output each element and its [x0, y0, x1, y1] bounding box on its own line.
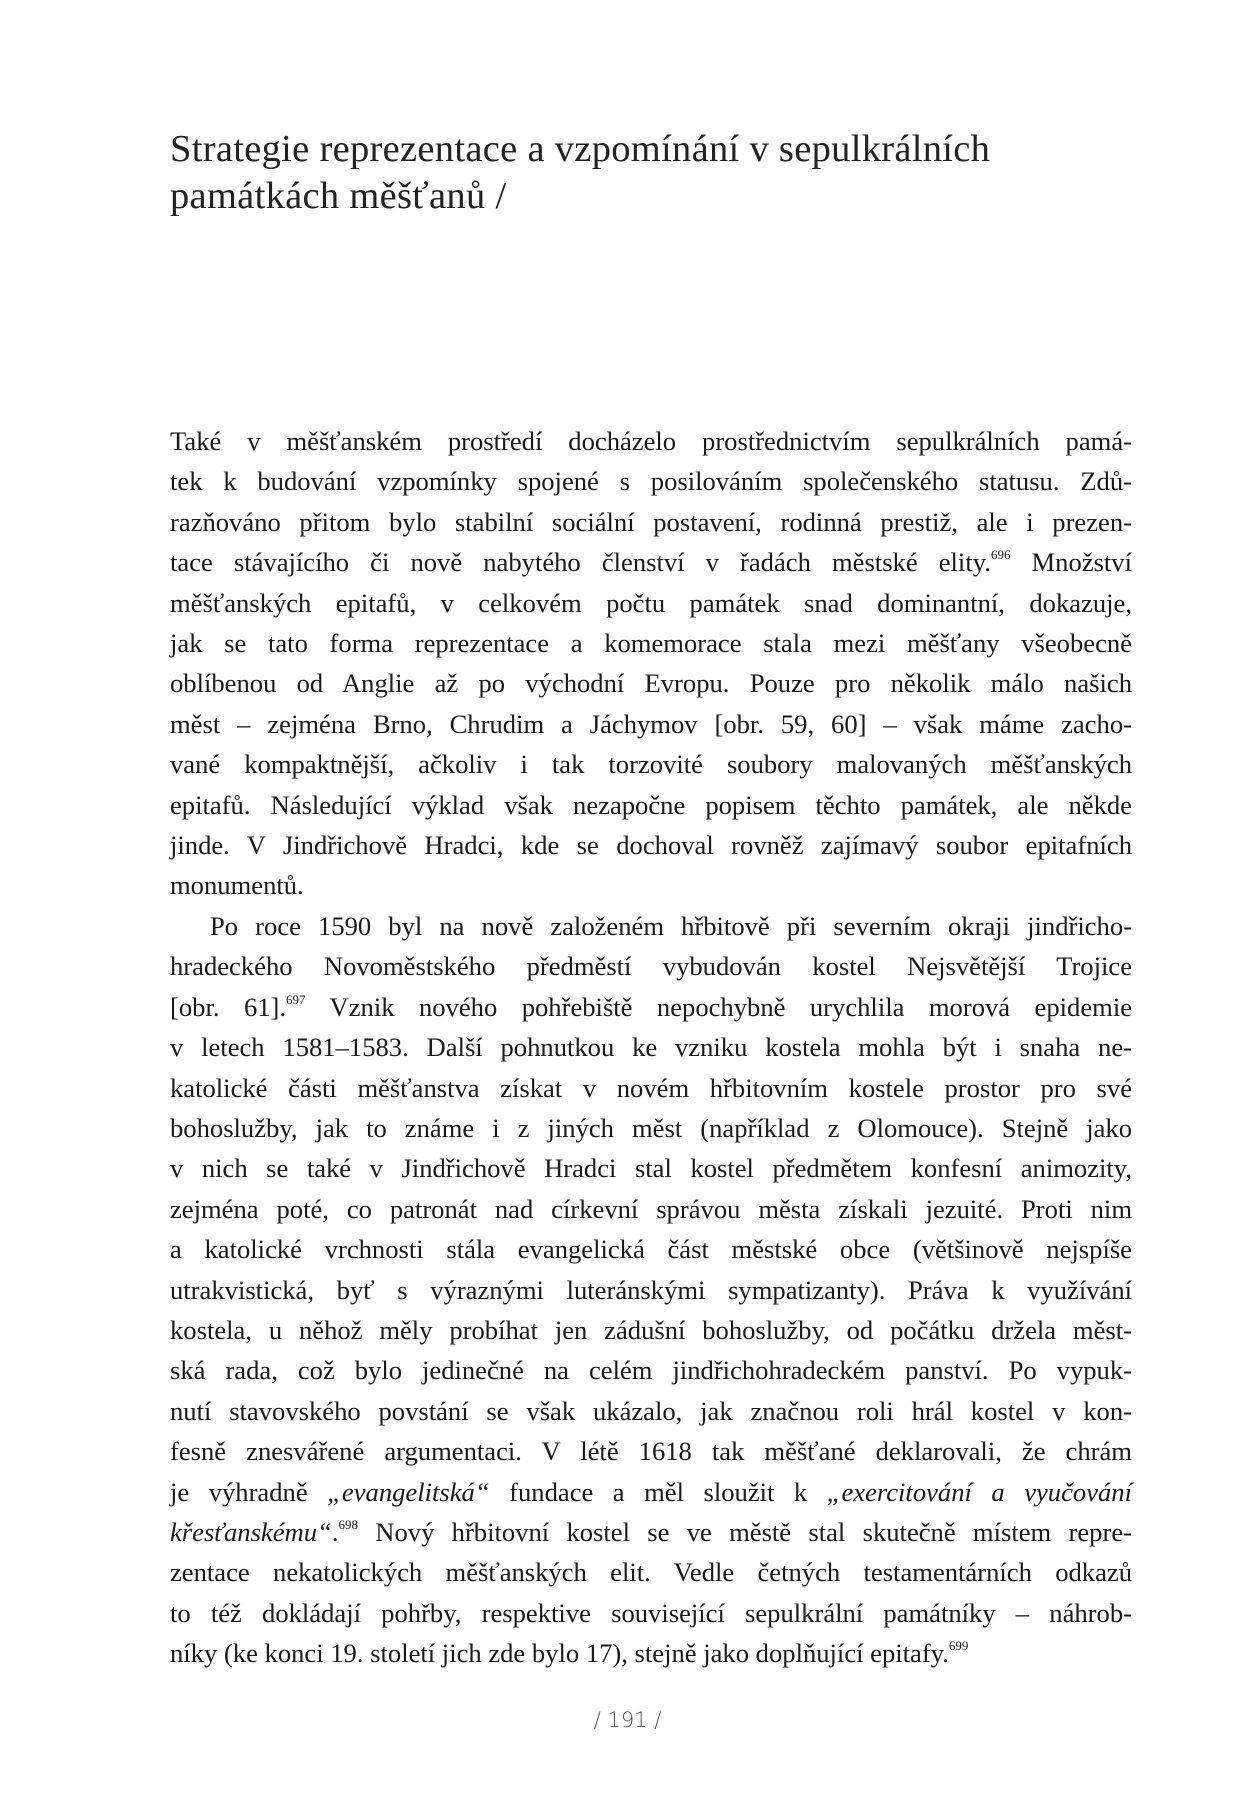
text-line: měst – zejména Brno, Chrudim a Jáchymov [obr. 59, 60] – však máme zacho-: [170, 708, 1132, 739]
text-line: monumentů.: [170, 870, 304, 901]
text-line: vané kompaktnější, ačkoliv i tak torzovité soubory malovaných měšťanských: [170, 749, 1132, 780]
text-line: hradeckého Novoměstského předměstí vybudován kostel Nejsvětější Trojice: [170, 951, 1132, 982]
text-line: zentace nekatolických měšťanských elit. Vedle četných testamentárních odkazů: [170, 1557, 1132, 1588]
text-segment: .: [331, 1516, 339, 1547]
quote-evangelitska: „evangelitská“: [327, 1476, 490, 1507]
text-line: v letech 1581–1583. Další pohnutkou ke vzniku kostela mohla být i snaha ne-: [170, 1032, 1132, 1063]
text-line: jak se tato forma reprezentace a komemorace stala mezi měšťany všeobecně: [170, 628, 1132, 659]
text-line: Také v měšťanském prostředí docházelo prostřednictvím sepulkrálních pamá-: [170, 426, 1132, 456]
text-line: epitafů. Následující výklad však nezapočne popisem těchto památek, ale někde: [170, 789, 1132, 820]
text-segment: fundace a měl sloužit k: [489, 1476, 827, 1507]
text-line: tek k budování vzpomínky spojené s posilováním společenského statusu. Zdů-: [170, 466, 1132, 497]
text-line: fesně znesvářené argumentaci. V létě 1618 tak měšťané deklarovali, že chrám: [170, 1436, 1132, 1467]
text-line: [170, 1472, 1132, 1512]
text-line: Po roce 1590 byl na nově založeném hřbitově při severním okraji jindřicho-: [210, 910, 1132, 941]
text-line: utrakvistická, byť s výraznými luteránskými sympatizanty). Práva k využívání: [170, 1274, 1132, 1305]
text-line: jinde. V Jindřichově Hradci, kde se dochoval rovněž zajímavý soubor epitafních: [170, 830, 1132, 861]
footnote-ref-698[interactable]: 698: [338, 1516, 358, 1532]
text-line: [170, 1512, 1132, 1552]
text-line: [170, 542, 1132, 582]
page-number: / 191 /: [593, 1708, 662, 1732]
text-line: zejména poté, co patronát nad církevní správou města získali jezuité. Proti nim: [170, 1193, 1132, 1224]
text-line: měšťanských epitafů, v celkovém počtu památek snad dominantní, dokazuje,: [170, 587, 1132, 618]
text-line: a katolické vrchnosti stála evangelická část městské obce (většinově nejspíše: [170, 1234, 1132, 1265]
text-line: [170, 1633, 1132, 1673]
body-text: [170, 421, 1132, 1674]
text-segment: Nový hřbitovní kostel se ve městě stal skutečně místem repre-: [357, 1516, 1132, 1547]
footnote-ref-697[interactable]: 697: [286, 991, 306, 1007]
text-segment: Vznik nového pohřebiště nepochybně urychlila morová epidemie: [305, 991, 1133, 1022]
quote-krestanskemu: křesťanskému“: [170, 1516, 332, 1547]
text-line: kostela, u něhož měly probíhat jen zádušní bohoslužby, od počátku držela měst-: [170, 1314, 1132, 1345]
footnote-ref-696[interactable]: 696: [990, 547, 1011, 563]
chapter-title-line-1: Strategie reprezentace a vzpomínání v sepulkrálních: [170, 128, 991, 170]
footnote-ref-699[interactable]: 699: [948, 1638, 969, 1654]
paragraph-2: [170, 906, 1132, 1674]
text-segment: níky (ke konci 19. století jich zde bylo 17), stejně jako doplňující epitafy.: [170, 1638, 949, 1669]
chapter-title: [170, 126, 1130, 220]
chapter-title-line-2: památkách měšťanů /: [170, 175, 507, 217]
text-segment: tace stávajícího či nově nabytého členství v řadách městské elity.: [170, 547, 991, 578]
text-segment: Množství: [1010, 547, 1132, 578]
paragraph-1: [170, 421, 1132, 906]
text-line: v nich se také v Jindřichově Hradci stal kostel předmětem konfesní animozity,: [170, 1153, 1132, 1184]
quote-exercitovani: „exercitování a vyučování: [826, 1476, 1132, 1507]
text-line: to též dokládají pohřby, respektive související sepulkrální památníky – náhrob-: [170, 1597, 1132, 1628]
text-line: bohoslužby, jak to známe i z jiných měst (například z Olomouce). Stejně jako: [170, 1112, 1132, 1143]
text-segment: je výhradně: [170, 1476, 328, 1507]
text-line: nutí stavovského povstání se však ukázalo, jak značnou roli hrál kostel v kon-: [170, 1395, 1132, 1426]
text-segment: [obr. 61].: [170, 991, 287, 1022]
text-line: oblíbenou od Anglie až po východní Evropu. Pouze pro několik málo našich: [170, 668, 1132, 699]
text-line: ská rada, což bylo jedinečné na celém jindřichohradeckém panství. Po vypuk-: [170, 1355, 1132, 1386]
text-line: razňováno přitom bylo stabilní sociální postavení, rodinná prestiž, ale i prezen-: [170, 506, 1132, 537]
text-line: katolické části měšťanstva získat v novém hřbitovním kostele prostor pro své: [170, 1072, 1132, 1103]
text-line: [170, 987, 1132, 1027]
